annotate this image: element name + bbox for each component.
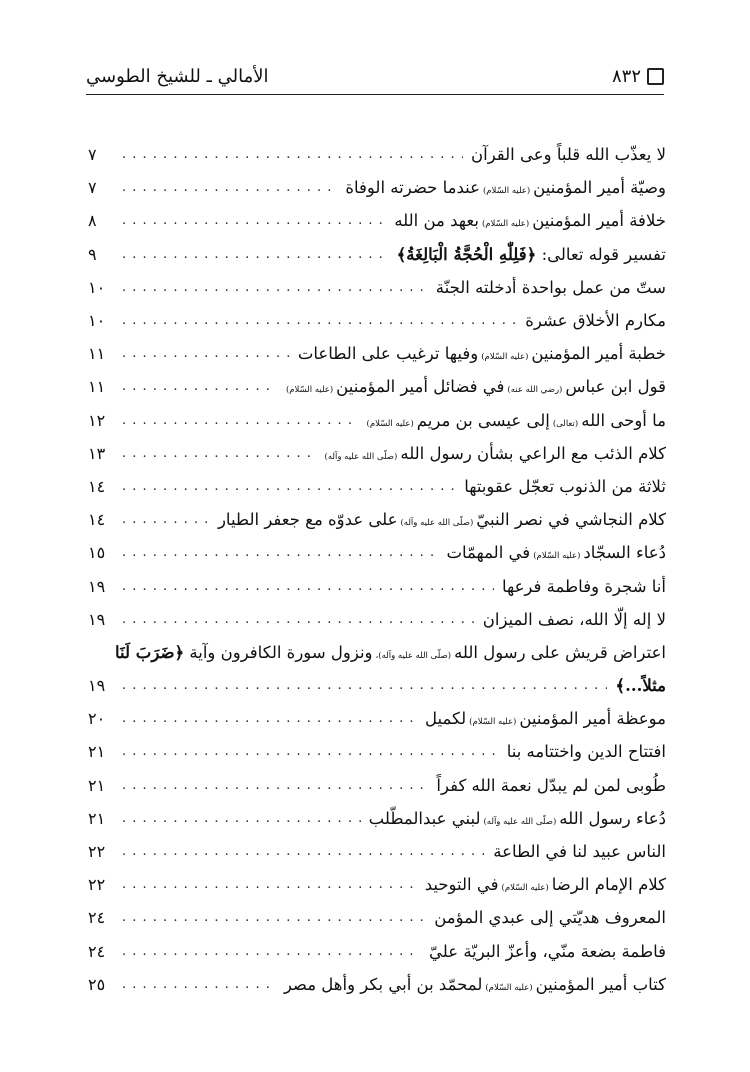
toc-row (88, 901, 666, 934)
honorific: (تعالى) (552, 418, 579, 429)
toc-page: ٢٥ (88, 974, 106, 994)
toc-title: دُعاء رسول الله(صلّى الله عليه وآله)لبني عبدالمطّلب (368, 808, 666, 828)
honorific: (عليه السّلام) (366, 418, 414, 429)
dot-leader (122, 711, 417, 726)
toc-page: ١٩ (88, 676, 106, 696)
toc-title: دُعاء السجّاد(عليه السّلام)في المهمّات (446, 543, 666, 563)
dot-leader (122, 479, 456, 494)
toc-row (88, 835, 666, 868)
toc-page: ١٩ (88, 609, 106, 629)
dot-leader (122, 346, 290, 361)
toc-row (88, 238, 666, 271)
dot-leader (122, 744, 499, 759)
honorific: (صلّى الله عليه وآله) (483, 816, 557, 827)
toc-page: ١٥ (88, 543, 106, 563)
toc-page: ١٠ (88, 311, 106, 331)
dot-leader (122, 413, 356, 428)
dot-leader (122, 446, 314, 461)
toc-page: ٢٠ (88, 709, 106, 729)
toc-title: كلام النجاشي في نصر النبيّ(صلّى الله عليه وآله)على عدوّه مع جعفر الطيار (217, 510, 666, 530)
dot-leader (122, 379, 275, 394)
toc-row (88, 735, 666, 768)
toc-row (88, 304, 666, 337)
toc-page: ١١ (88, 344, 106, 364)
toc-row (88, 802, 666, 835)
honorific: (عليه السّلام) (485, 982, 533, 993)
toc-page: ٩ (88, 244, 97, 264)
dot-leader (122, 944, 421, 959)
toc-page: ٢٢ (88, 875, 106, 895)
toc-page: ١٩ (88, 576, 106, 596)
honorific: (صلّى الله عليه وآله)، (375, 650, 452, 661)
book-title: الأمالي ـ للشيخ الطوسي (86, 65, 269, 87)
dot-leader (122, 180, 337, 195)
toc-title-continuation: مثلاً...﴾ (615, 676, 666, 696)
toc-row (88, 868, 666, 901)
toc-title: الناس عبيد لنا في الطاعة (493, 842, 666, 862)
honorific: (عليه السّلام) (481, 352, 529, 363)
toc-page: ١٠ (88, 277, 106, 297)
page-number: ٨٣٢ (611, 65, 641, 87)
toc-title: ستّ من عمل بواحدة أدخلته الجنّة (435, 277, 666, 297)
dot-leader (122, 213, 386, 228)
honorific: (صلّى الله عليه وآله) (400, 518, 474, 529)
dot-leader (122, 678, 607, 693)
toc-row (88, 370, 666, 403)
toc-title: قول ابن عباس(رضي الله عنه)في فضائل أمير المؤمنين(عليه السّلام) (285, 377, 666, 397)
toc-row (88, 138, 666, 171)
dot-leader (122, 910, 426, 925)
honorific: (رضي الله عنه) (507, 385, 563, 396)
toc-title: لا يعذّب الله قلباً وعى القرآن (471, 145, 666, 165)
toc-page: ٢١ (88, 808, 106, 828)
toc-row (88, 271, 666, 304)
toc-page: ٢٢ (88, 842, 106, 862)
toc-title: ما أوحى الله(تعالى)إلى عيسى بن مريم(عليه السّلام) (366, 410, 666, 430)
toc-title: خطبة أمير المؤمنين(عليه السّلام)وفيها ترغيب على الطاعات (297, 344, 666, 364)
quran-quote: ﴿فَلِلّٰهِ الْحُجَّةُ الْبَالِغَةُ﴾ (396, 244, 537, 264)
table-of-contents (88, 138, 666, 1001)
toc-title: أنا شجرة وفاطمة فرعها (501, 576, 666, 596)
toc-row (88, 603, 666, 636)
toc-title: مكارم الأخلاق عشرة (525, 311, 666, 331)
toc-row (88, 935, 666, 968)
dot-leader (122, 545, 438, 560)
toc-row (88, 702, 666, 735)
toc-page: ٧ (88, 145, 97, 165)
toc-row (88, 437, 666, 470)
toc-page: ٢٤ (88, 908, 106, 928)
dot-leader (122, 877, 417, 892)
toc-title: كتاب أمير المؤمنين(عليه السّلام)لمحمّد بن أبي بكر وأهل مصر (283, 974, 666, 994)
toc-row (88, 769, 666, 802)
toc-row (88, 337, 666, 370)
toc-title: ثلاثة من الذنوب تعجّل عقوبتها (464, 476, 666, 496)
honorific: (عليه السّلام) (285, 385, 334, 396)
toc-title: تفسير قوله تعالى: ﴿فَلِلّٰهِ الْحُجَّةُ الْبَالِغَةُ﴾ (396, 244, 666, 264)
toc-title: اعتراض قريش على رسول الله(صلّى الله عليه وآله)،ونزول سورة الكافرون وآية ﴿ضَرَبَ لَنَا (115, 642, 666, 662)
toc-row (88, 503, 666, 536)
dot-leader (122, 778, 428, 793)
quran-quote: ﴿ضَرَبَ لَنَا (115, 642, 185, 662)
toc-row-continuation (88, 669, 666, 702)
toc-page: ٨ (88, 211, 97, 231)
dot-leader (122, 844, 485, 859)
toc-row (88, 171, 666, 204)
square-box-icon (647, 68, 664, 85)
toc-page: ١٤ (88, 510, 106, 530)
dot-leader (122, 612, 475, 627)
toc-title: طُوبى لمن لم يبدّل نعمة الله كفراً (436, 775, 666, 795)
toc-title: موعظة أمير المؤمنين(عليه السّلام)لكميل (425, 709, 666, 729)
toc-row (88, 636, 666, 669)
toc-title: افتتاح الدين واختتامه بنا (506, 742, 666, 762)
toc-page: ١١ (88, 377, 106, 397)
dot-leader (122, 247, 389, 262)
dot-leader (122, 147, 463, 162)
toc-page: ٢٤ (88, 941, 106, 961)
toc-row (88, 968, 666, 1001)
toc-row (88, 404, 666, 437)
dot-leader (122, 811, 361, 826)
toc-page: ٢١ (88, 775, 106, 795)
toc-page: ١٢ (88, 410, 106, 430)
dot-leader (122, 512, 210, 527)
toc-title: كلام الذئب مع الراعي بشأن رسول الله(صلّى الله عليه وآله) (324, 443, 666, 463)
honorific: (صلّى الله عليه وآله) (324, 451, 398, 462)
honorific: (عليه السّلام) (481, 219, 530, 230)
toc-title: وصيّة أمير المؤمنين(عليه السّلام)عندما حضرته الوفاة (345, 178, 666, 198)
page-number-block (612, 66, 664, 87)
honorific: (عليه السّلام) (469, 717, 517, 728)
toc-page: ٢١ (88, 742, 106, 762)
dot-leader (122, 313, 517, 328)
toc-row (88, 470, 666, 503)
dot-leader (122, 280, 428, 295)
toc-page: ٧ (88, 178, 97, 198)
toc-row (88, 569, 666, 602)
toc-title: خلافة أمير المؤمنين(عليه السّلام)بعهد من الله (394, 211, 666, 231)
honorific: (عليه السّلام) (501, 883, 549, 894)
toc-row (88, 536, 666, 569)
honorific: (عليه السّلام) (533, 551, 581, 562)
dot-leader (122, 977, 276, 992)
dot-leader (122, 579, 494, 594)
toc-title: لا إله إلّا الله، نصف الميزان (482, 609, 666, 629)
toc-page: ١٤ (88, 476, 106, 496)
toc-title: المعروف هديّتي إلى عبدي المؤمن (434, 908, 666, 928)
page-header (86, 58, 664, 95)
honorific: (عليه السّلام) (482, 186, 531, 197)
toc-row (88, 204, 666, 237)
toc-title: كلام الإمام الرضا(عليه السّلام)في التوحيد (424, 875, 666, 895)
toc-title: فاطمة بضعة منّي، وأعزّ البريّة عليّ (429, 941, 666, 961)
toc-page: ١٣ (88, 443, 106, 463)
